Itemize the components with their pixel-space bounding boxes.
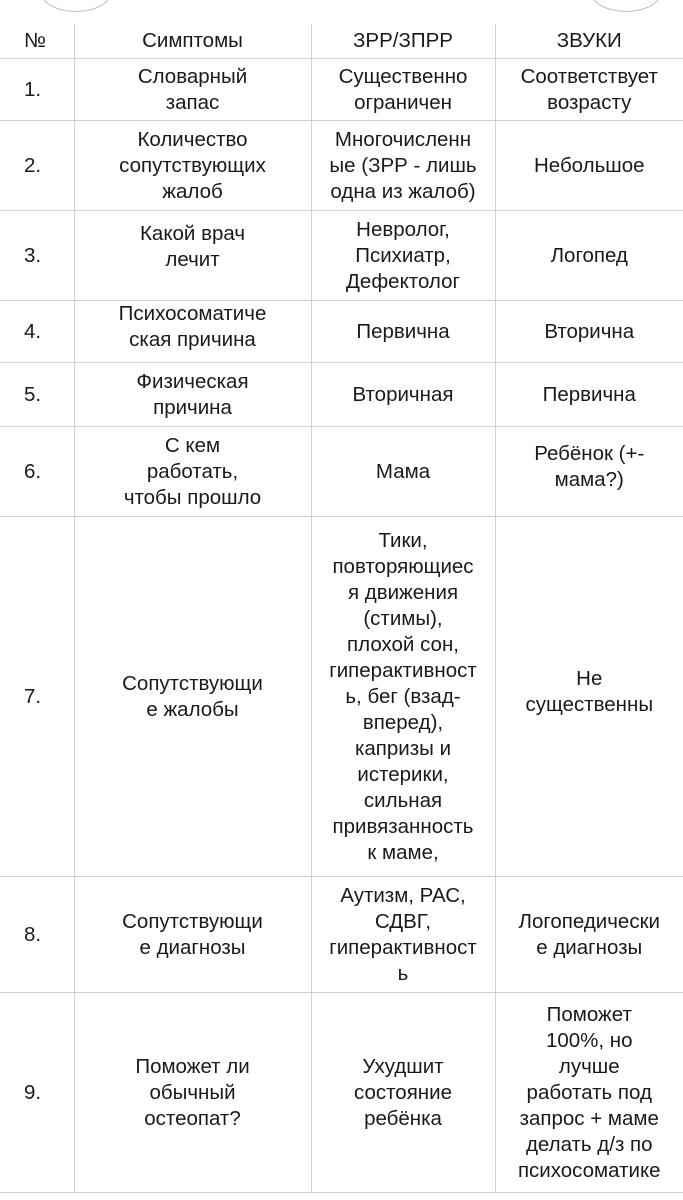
symptom-cell: [74, 59, 311, 121]
table-header-row: [0, 24, 683, 59]
symptom-cell: [74, 993, 311, 1193]
row-number: [0, 993, 74, 1193]
sounds-cell: [495, 301, 683, 363]
table-row: [0, 121, 683, 211]
sounds-cell: [495, 121, 683, 211]
symptom-text: Количество сопутствующих жалоб: [119, 127, 266, 203]
sounds-cell: [495, 59, 683, 121]
zrr-cell: [311, 59, 495, 121]
row-number-text: 7.: [24, 684, 42, 708]
sounds-cell: [495, 211, 683, 301]
row-number: [0, 121, 74, 211]
row-number: [0, 301, 74, 363]
table-row: [0, 363, 683, 427]
table-row: [0, 59, 683, 121]
zrr-cell: [311, 301, 495, 363]
sounds-text: Небольшое: [533, 153, 645, 177]
sounds-text: Логопедически е диагнозы: [518, 909, 660, 959]
zrr-cell: [311, 993, 495, 1193]
sounds-cell: [495, 517, 683, 877]
row-number-text: 2.: [24, 153, 42, 177]
sounds-cell: [495, 363, 683, 427]
zrr-text: Мама: [375, 459, 431, 483]
zrr-cell: [311, 211, 495, 301]
sounds-text: Первична: [542, 382, 636, 406]
symptom-text: Словарный запас: [137, 64, 248, 114]
table-row: [0, 427, 683, 517]
sounds-cell: [495, 877, 683, 993]
row-number-text: 3.: [24, 243, 42, 267]
symptom-text: С кем работать, чтобы прошло: [123, 433, 262, 509]
top-decor-arc-right: [590, 0, 662, 12]
symptom-text: Какой врач лечит: [139, 221, 245, 271]
sounds-text: Поможет 100%, но лучше работать под запрос + маме делать д/з по психосоматике: [517, 1002, 661, 1182]
row-number: [0, 211, 74, 301]
zrr-text: Ухудшит состояние ребёнка: [354, 1054, 452, 1130]
sounds-text: Вторична: [544, 319, 635, 343]
sounds-cell: [495, 427, 683, 517]
header-number: №: [0, 24, 74, 59]
top-decor-arc-left: [40, 0, 112, 12]
symptom-cell: [74, 301, 311, 363]
header-symptoms: Симптомы: [74, 24, 311, 59]
table-row: [0, 301, 683, 363]
row-number: [0, 427, 74, 517]
sounds-text: Логопед: [550, 243, 628, 267]
table-row: [0, 211, 683, 301]
symptom-cell: [74, 427, 311, 517]
symptom-cell: [74, 121, 311, 211]
zrr-cell: [311, 363, 495, 427]
symptom-cell: [74, 517, 311, 877]
zrr-text: Невролог, Психиатр, Дефектолог: [346, 217, 460, 293]
sounds-cell: [495, 993, 683, 1193]
symptom-text: Сопутствующи е жалобы: [122, 671, 263, 721]
sounds-text: Ребёнок (+- мама?): [534, 441, 645, 491]
zrr-text: Существенно ограничен: [338, 64, 468, 114]
symptom-text: Поможет ли обычный остеопат?: [135, 1054, 250, 1130]
row-number-text: 4.: [24, 319, 42, 343]
row-number-text: 1.: [24, 77, 42, 101]
row-number-text: 9.: [24, 1080, 42, 1104]
zrr-text: Первична: [356, 319, 450, 343]
symptom-cell: [74, 211, 311, 301]
symptom-text: Физическая причина: [136, 369, 249, 419]
symptom-cell: [74, 877, 311, 993]
row-number: [0, 59, 74, 121]
table-row: [0, 877, 683, 993]
row-number: [0, 877, 74, 993]
table-row: [0, 517, 683, 877]
symptom-text: Сопутствующи е диагнозы: [122, 909, 263, 959]
row-number: [0, 517, 74, 877]
zrr-cell: [311, 121, 495, 211]
sounds-text: Соответствует возрасту: [520, 64, 658, 114]
row-number: [0, 363, 74, 427]
header-sounds: ЗВУКИ: [495, 24, 683, 59]
zrr-text: Многочисленн ые (ЗРР - лишь одна из жалоб): [329, 127, 477, 203]
zrr-text: Аутизм, РАС, СДВГ, гиперактивност ь: [329, 883, 477, 985]
symptom-cell: [74, 363, 311, 427]
row-number-text: 8.: [24, 922, 42, 946]
zrr-text: Вторичная: [352, 382, 454, 406]
table-row: [0, 993, 683, 1193]
comparison-table: [0, 24, 683, 1193]
zrr-cell: [311, 877, 495, 993]
header-zrr: ЗРР/ЗПРР: [311, 24, 495, 59]
symptom-text: Психосоматиче ская причина: [118, 301, 267, 351]
sounds-text: Не существенны: [525, 666, 654, 716]
zrr-cell: [311, 517, 495, 877]
zrr-text: Тики, повторяющиес я движения (стимы), плохой сон, гиперактивност ь, бег (взад- вперед), капризы и истерики, сильная привязанность к маме,: [329, 528, 477, 864]
row-number-text: 5.: [24, 382, 42, 406]
row-number-text: 6.: [24, 459, 42, 483]
zrr-cell: [311, 427, 495, 517]
